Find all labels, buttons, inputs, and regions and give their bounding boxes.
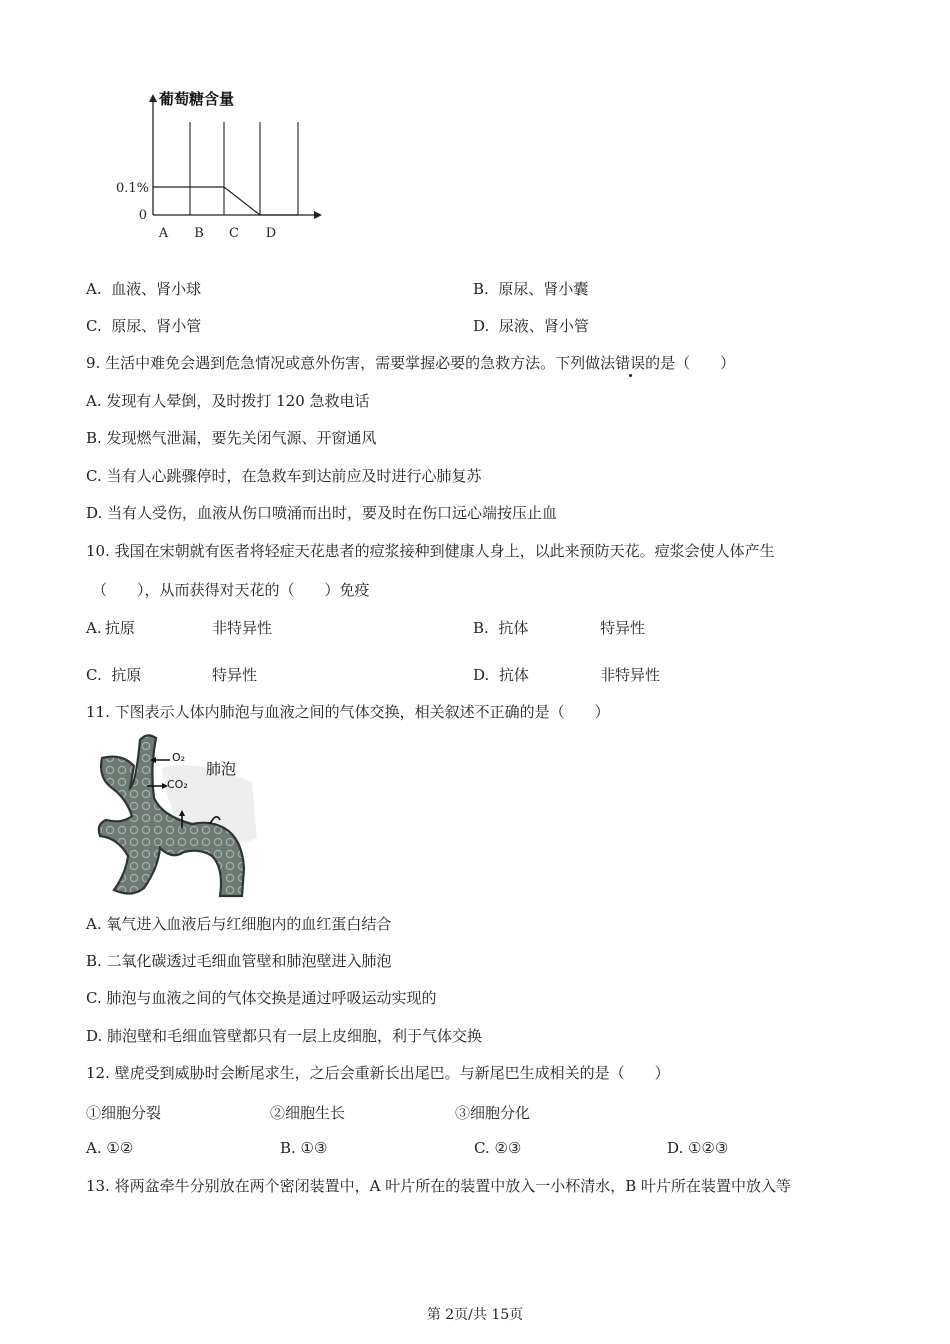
q9-stem: 9. 生活中难免会遇到危急情况或意外伤害，需要掌握必要的急救方法。下列做法错误的是（ ） xyxy=(86,354,736,372)
x-tick-label: B xyxy=(194,226,204,241)
q10-stem-line1: 10. 我国在宋朝就有医者将轻症天花患者的痘浆接种到健康人身上，以此来预防天花。痘浆会使人体产生 xyxy=(86,542,775,560)
q10-option-b-b: 特异性 xyxy=(600,619,646,637)
q12-stem: 12. 壁虎受到威胁时会断尾求生，之后会重新长出尾巴。与新尾巴生成相关的是（ ） xyxy=(86,1064,670,1082)
q10-option-d[interactable]: D. 抗体 xyxy=(473,666,529,684)
glucose-chart xyxy=(100,80,340,250)
x-tick-label: A xyxy=(158,226,169,241)
y-tick-label: 0.1% xyxy=(115,181,149,196)
q10-option-a-b: 非特异性 xyxy=(212,619,273,637)
q8-option-a[interactable]: A. 血液、肾小球 xyxy=(86,280,202,298)
q9-option-d[interactable]: D. 当有人受伤，血液从伤口喷涌而出时，要及时在伤口远心端按压止血 xyxy=(86,504,558,522)
q12-item-1: ①细胞分裂 xyxy=(86,1104,162,1122)
y-axis-arrow xyxy=(149,94,157,102)
q11-option-a[interactable]: A. 氧气进入血液后与红细胞内的血红蛋白结合 xyxy=(86,915,392,933)
co2-label: CO₂ xyxy=(167,778,188,791)
q8-option-d[interactable]: D. 尿液、肾小管 xyxy=(473,317,589,335)
q10-option-a[interactable]: A. 抗原 xyxy=(86,619,135,637)
q13-stem: 13. 将两盆牵牛分别放在两个密闭装置中，A 叶片所在的装置中放入一小杯清水，B 叶片所在装置中放入等 xyxy=(86,1177,792,1195)
q10-option-b[interactable]: B. 抗体 xyxy=(473,619,529,637)
q11-option-d[interactable]: D. 肺泡壁和毛细血管壁都只有一层上皮细胞，利于气体交换 xyxy=(86,1027,483,1045)
x-tick-label: C xyxy=(229,226,239,241)
x-tick-label: D xyxy=(265,226,277,241)
page-footer: 第 2页/共 15页 xyxy=(426,1307,524,1323)
alveolus-gas-exchange-figure xyxy=(92,728,262,900)
q10-option-c-b: 特异性 xyxy=(212,666,258,684)
glucose-line xyxy=(153,187,298,215)
q10-option-c[interactable]: C. 抗原 xyxy=(86,666,142,684)
q12-option-b[interactable]: B. ①③ xyxy=(280,1139,328,1157)
alveolus-label: 肺泡 xyxy=(206,760,237,778)
q11-option-c[interactable]: C. 肺泡与血液之间的气体交换是通过呼吸运动实现的 xyxy=(86,989,437,1007)
q8-option-b[interactable]: B. 原尿、肾小囊 xyxy=(473,280,589,298)
q10-option-d-b: 非特异性 xyxy=(600,666,661,684)
y-axis-label: 葡萄糖含量 xyxy=(159,90,235,108)
q12-item-2: ②细胞生长 xyxy=(270,1104,346,1122)
q11-option-b[interactable]: B. 二氧化碳透过毛细血管壁和肺泡壁进入肺泡 xyxy=(86,952,392,970)
q12-option-c[interactable]: C. ②③ xyxy=(474,1139,522,1157)
q11-stem: 11. 下图表示人体内肺泡与血液之间的气体交换，相关叙述不正确的是（ ） xyxy=(86,703,610,721)
q9-emphasis: 错误 xyxy=(615,354,646,372)
q9-option-b[interactable]: B. 发现燃气泄漏，要先关闭气源、开窗通风 xyxy=(86,429,377,447)
q12-item-3: ③细胞分化 xyxy=(455,1104,531,1122)
q12-option-a[interactable]: A. ①② xyxy=(86,1139,134,1157)
y-tick-label: 0 xyxy=(138,208,147,223)
x-axis-arrow xyxy=(314,211,322,219)
q12-option-d[interactable]: D. ①②③ xyxy=(667,1139,729,1157)
q8-option-c[interactable]: C. 原尿、肾小管 xyxy=(86,317,202,335)
o2-label: O₂ xyxy=(172,751,186,764)
q10-stem-line2: （ ），从而获得对天花的（ ）免疫 xyxy=(92,581,370,599)
q9-option-a[interactable]: A. 发现有人晕倒，及时拨打 120 急救电话 xyxy=(86,392,370,410)
q9-option-c[interactable]: C. 当有人心跳骤停时，在急救车到达前应及时进行心肺复苏 xyxy=(86,467,482,485)
